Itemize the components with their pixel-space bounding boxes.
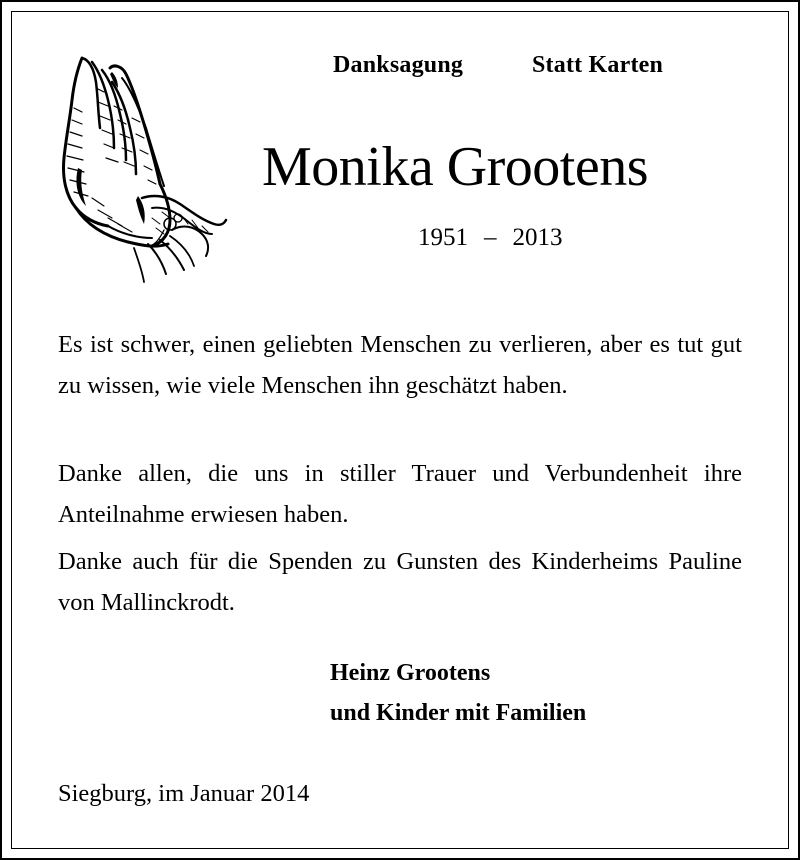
birth-year: 1951 bbox=[418, 224, 468, 251]
praying-hands-icon bbox=[52, 48, 232, 288]
year-dash: – bbox=[484, 224, 497, 251]
paragraph-donations: Danke auch für die Spenden zu Gunsten des Kinderheims Pauline von Mallinckrodt. bbox=[58, 548, 742, 616]
paragraph-thanks: Danke allen, die uns in stiller Trauer und Verbundenheit ihre Anteilnahme erwiesen haben. bbox=[58, 460, 742, 528]
death-year: 2013 bbox=[512, 224, 563, 251]
place-date: Siegburg, im Januar 2014 bbox=[58, 780, 310, 807]
signature-line-2: und Kinder mit Familien bbox=[330, 700, 587, 726]
statt-karten-label: Statt Karten bbox=[532, 52, 664, 78]
life-years bbox=[418, 224, 563, 252]
deceased-name: Monika Grootens bbox=[262, 136, 649, 198]
danksagung-label: Danksagung bbox=[333, 52, 464, 78]
paragraph-loss: Es ist schwer, einen geliebten Menschen zu verlieren, aber es tut gut zu wissen, wie viele Menschen ihn geschätzt haben. bbox=[58, 331, 742, 399]
signature-line-1: Heinz Grootens bbox=[330, 660, 491, 686]
signature-block bbox=[330, 653, 586, 733]
